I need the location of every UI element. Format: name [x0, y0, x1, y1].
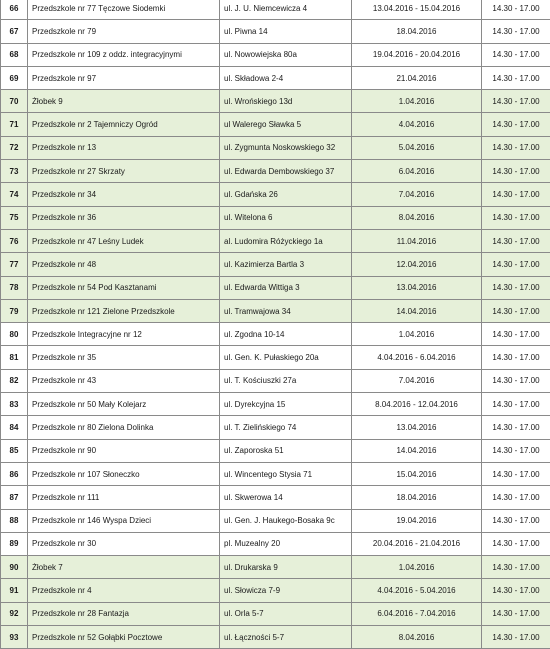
table-row	[1, 439, 550, 462]
address-cell: ul. Gen. J. Haukego-Bosaka 9c	[220, 509, 352, 532]
institution-name-cell: Przedszkole nr 47 Leśny Ludek	[28, 229, 220, 252]
address-cell: al. Ludomira Różyckiego 1a	[220, 229, 352, 252]
dates-cell: 8.04.2016	[352, 206, 482, 229]
dates-cell: 13.04.2016 - 15.04.2016	[352, 0, 482, 20]
institution-name-cell: Żłobek 7	[28, 556, 220, 579]
table-row	[1, 626, 550, 649]
table-row	[1, 369, 550, 392]
table-row	[1, 66, 550, 89]
row-number-cell: 68	[1, 43, 28, 66]
address-cell: ul. Łączności 5-7	[220, 626, 352, 649]
hours-cell: 14.30 - 17.00	[482, 136, 550, 159]
table-row	[1, 462, 550, 485]
row-number-cell: 84	[1, 416, 28, 439]
institution-name-cell: Przedszkole Integracyjne nr 12	[28, 323, 220, 346]
address-cell: ul. Wrońskiego 13d	[220, 90, 352, 113]
row-number-cell: 89	[1, 532, 28, 555]
hours-cell: 14.30 - 17.00	[482, 66, 550, 89]
table-row	[1, 160, 550, 183]
row-number-cell: 70	[1, 90, 28, 113]
institution-name-cell: Przedszkole nr 109 z oddz. integracyjnymi	[28, 43, 220, 66]
row-number-cell: 86	[1, 462, 28, 485]
row-number-cell: 76	[1, 229, 28, 252]
hours-cell: 14.30 - 17.00	[482, 253, 550, 276]
address-cell: ul. Edwarda Dembowskiego 37	[220, 160, 352, 183]
hours-cell: 14.30 - 17.00	[482, 20, 550, 43]
dates-cell: 7.04.2016	[352, 369, 482, 392]
hours-cell: 14.30 - 17.00	[482, 509, 550, 532]
row-number-cell: 69	[1, 66, 28, 89]
table-row	[1, 509, 550, 532]
institution-name-cell: Przedszkole nr 48	[28, 253, 220, 276]
hours-cell: 14.30 - 17.00	[482, 439, 550, 462]
address-cell: ul. T. Kościuszki 27a	[220, 369, 352, 392]
dates-cell: 7.04.2016	[352, 183, 482, 206]
dates-cell: 21.04.2016	[352, 66, 482, 89]
address-cell: ul. Zygmunta Noskowskiego 32	[220, 136, 352, 159]
row-number-cell: 90	[1, 556, 28, 579]
hours-cell: 14.30 - 17.00	[482, 183, 550, 206]
institution-name-cell: Przedszkole nr 107 Słoneczko	[28, 462, 220, 485]
institution-name-cell: Przedszkole nr 27 Skrzaty	[28, 160, 220, 183]
hours-cell: 14.30 - 17.00	[482, 43, 550, 66]
row-number-cell: 87	[1, 486, 28, 509]
table-row	[1, 183, 550, 206]
hours-cell: 14.30 - 17.00	[482, 0, 550, 20]
table-row	[1, 579, 550, 602]
dates-cell: 14.04.2016	[352, 299, 482, 322]
institution-name-cell: Przedszkole nr 35	[28, 346, 220, 369]
institution-name-cell: Przedszkole nr 121 Zielone Przedszkole	[28, 299, 220, 322]
hours-cell: 14.30 - 17.00	[482, 160, 550, 183]
hours-cell: 14.30 - 17.00	[482, 113, 550, 136]
row-number-cell: 79	[1, 299, 28, 322]
dates-cell: 4.04.2016 - 5.04.2016	[352, 579, 482, 602]
hours-cell: 14.30 - 17.00	[482, 626, 550, 649]
address-cell: ul. J. U. Niemcewicza 4	[220, 0, 352, 20]
institution-name-cell: Przedszkole nr 50 Mały Kolejarz	[28, 393, 220, 416]
table-row	[1, 206, 550, 229]
address-cell: ul. Drukarska 9	[220, 556, 352, 579]
institution-name-cell: Przedszkole nr 80 Zielona Dolinka	[28, 416, 220, 439]
dates-cell: 13.04.2016	[352, 276, 482, 299]
dates-cell: 8.04.2016 - 12.04.2016	[352, 393, 482, 416]
address-cell: ul. Składowa 2-4	[220, 66, 352, 89]
table-row	[1, 90, 550, 113]
institution-name-cell: Przedszkole nr 111	[28, 486, 220, 509]
row-number-cell: 83	[1, 393, 28, 416]
row-number-cell: 77	[1, 253, 28, 276]
hours-cell: 14.30 - 17.00	[482, 416, 550, 439]
table-row	[1, 346, 550, 369]
address-cell: ul. Gen. K. Pułaskiego 20a	[220, 346, 352, 369]
institution-name-cell: Przedszkole nr 54 Pod Kasztanami	[28, 276, 220, 299]
institution-name-cell: Przedszkole nr 52 Gołąbki Pocztowe	[28, 626, 220, 649]
table-row	[1, 229, 550, 252]
dates-cell: 13.04.2016	[352, 416, 482, 439]
row-number-cell: 67	[1, 20, 28, 43]
hours-cell: 14.30 - 17.00	[482, 579, 550, 602]
row-number-cell: 92	[1, 602, 28, 625]
address-cell: pl. Muzealny 20	[220, 532, 352, 555]
row-number-cell: 82	[1, 369, 28, 392]
dates-cell: 11.04.2016	[352, 229, 482, 252]
institution-name-cell: Przedszkole nr 77 Tęczowe Siodemki	[28, 0, 220, 20]
table-row	[1, 113, 550, 136]
hours-cell: 14.30 - 17.00	[482, 462, 550, 485]
dates-cell: 6.04.2016	[352, 160, 482, 183]
address-cell: ul. Witelona 6	[220, 206, 352, 229]
row-number-cell: 81	[1, 346, 28, 369]
table-row	[1, 602, 550, 625]
hours-cell: 14.30 - 17.00	[482, 206, 550, 229]
dates-cell: 12.04.2016	[352, 253, 482, 276]
row-number-cell: 78	[1, 276, 28, 299]
address-cell: ul. Wincentego Stysia 71	[220, 462, 352, 485]
address-cell: ul. Tramwajowa 34	[220, 299, 352, 322]
address-cell: ul. Dyrekcyjna 15	[220, 393, 352, 416]
address-cell: ul. Nowowiejska 80a	[220, 43, 352, 66]
institution-name-cell: Przedszkole nr 79	[28, 20, 220, 43]
table-row	[1, 486, 550, 509]
address-cell: ul. Słowicza 7-9	[220, 579, 352, 602]
address-cell: ul. Skwerowa 14	[220, 486, 352, 509]
institution-name-cell: Przedszkole nr 13	[28, 136, 220, 159]
hours-cell: 14.30 - 17.00	[482, 90, 550, 113]
table-row	[1, 416, 550, 439]
address-cell: ul. Kazimierza Bartla 3	[220, 253, 352, 276]
dates-cell: 1.04.2016	[352, 90, 482, 113]
dates-cell: 19.04.2016	[352, 509, 482, 532]
hours-cell: 14.30 - 17.00	[482, 602, 550, 625]
table-row	[1, 323, 550, 346]
row-number-cell: 66	[1, 0, 28, 20]
hours-cell: 14.30 - 17.00	[482, 299, 550, 322]
hours-cell: 14.30 - 17.00	[482, 276, 550, 299]
dates-cell: 4.04.2016 - 6.04.2016	[352, 346, 482, 369]
dates-cell: 19.04.2016 - 20.04.2016	[352, 43, 482, 66]
row-number-cell: 72	[1, 136, 28, 159]
table-row	[1, 532, 550, 555]
dates-cell: 18.04.2016	[352, 20, 482, 43]
row-number-cell: 75	[1, 206, 28, 229]
dates-cell: 4.04.2016	[352, 113, 482, 136]
address-cell: ul. Gdańska 26	[220, 183, 352, 206]
address-cell: ul. Piwna 14	[220, 20, 352, 43]
dates-cell: 8.04.2016	[352, 626, 482, 649]
row-number-cell: 74	[1, 183, 28, 206]
dates-cell: 1.04.2016	[352, 323, 482, 346]
table-row	[1, 556, 550, 579]
hours-cell: 14.30 - 17.00	[482, 532, 550, 555]
table-row	[1, 299, 550, 322]
hours-cell: 14.30 - 17.00	[482, 486, 550, 509]
hours-cell: 14.30 - 17.00	[482, 323, 550, 346]
address-cell: ul. Orla 5-7	[220, 602, 352, 625]
dates-cell: 14.04.2016	[352, 439, 482, 462]
row-number-cell: 91	[1, 579, 28, 602]
address-cell: ul. Zgodna 10-14	[220, 323, 352, 346]
row-number-cell: 73	[1, 160, 28, 183]
institution-name-cell: Przedszkole nr 34	[28, 183, 220, 206]
institution-name-cell: Przedszkole nr 97	[28, 66, 220, 89]
row-number-cell: 88	[1, 509, 28, 532]
table-row	[1, 43, 550, 66]
row-number-cell: 85	[1, 439, 28, 462]
address-cell: ul. Zaporoska 51	[220, 439, 352, 462]
dates-cell: 20.04.2016 - 21.04.2016	[352, 532, 482, 555]
dates-cell: 18.04.2016	[352, 486, 482, 509]
table-row	[1, 0, 550, 20]
hours-cell: 14.30 - 17.00	[482, 229, 550, 252]
institution-name-cell: Żłobek 9	[28, 90, 220, 113]
institution-name-cell: Przedszkole nr 4	[28, 579, 220, 602]
hours-cell: 14.30 - 17.00	[482, 346, 550, 369]
institution-name-cell: Przedszkole nr 36	[28, 206, 220, 229]
dates-cell: 6.04.2016 - 7.04.2016	[352, 602, 482, 625]
address-cell: ul. Edwarda Wittiga 3	[220, 276, 352, 299]
row-number-cell: 71	[1, 113, 28, 136]
hours-cell: 14.30 - 17.00	[482, 556, 550, 579]
institution-name-cell: Przedszkole nr 146 Wyspa Dzieci	[28, 509, 220, 532]
institution-name-cell: Przedszkole nr 43	[28, 369, 220, 392]
institution-name-cell: Przedszkole nr 2 Tajemniczy Ogród	[28, 113, 220, 136]
hours-cell: 14.30 - 17.00	[482, 369, 550, 392]
row-number-cell: 80	[1, 323, 28, 346]
dates-cell: 5.04.2016	[352, 136, 482, 159]
table-row	[1, 393, 550, 416]
row-number-cell: 93	[1, 626, 28, 649]
institution-name-cell: Przedszkole nr 90	[28, 439, 220, 462]
address-cell: ul Walerego Sławka 5	[220, 113, 352, 136]
table-row	[1, 136, 550, 159]
table-row	[1, 20, 550, 43]
schedule-table-body	[1, 0, 550, 649]
dates-cell: 15.04.2016	[352, 462, 482, 485]
address-cell: ul. T. Zielińskiego 74	[220, 416, 352, 439]
institution-name-cell: Przedszkole nr 28 Fantazja	[28, 602, 220, 625]
table-row	[1, 253, 550, 276]
dates-cell: 1.04.2016	[352, 556, 482, 579]
institution-name-cell: Przedszkole nr 30	[28, 532, 220, 555]
table-row	[1, 276, 550, 299]
hours-cell: 14.30 - 17.00	[482, 393, 550, 416]
